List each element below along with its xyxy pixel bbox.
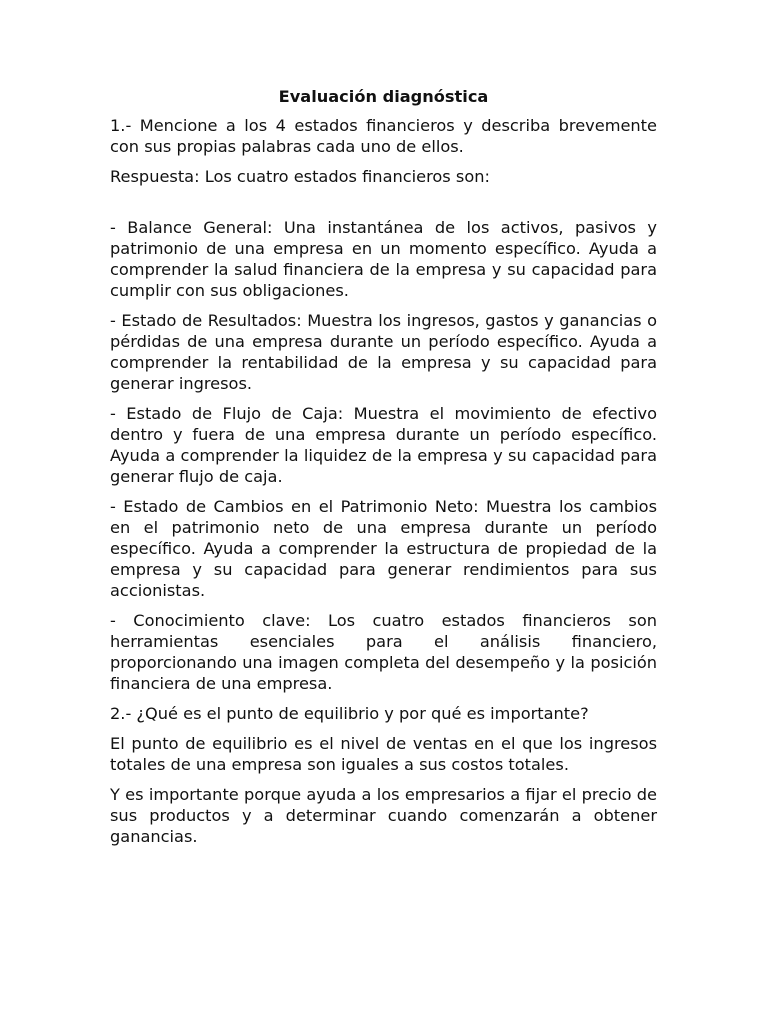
flujo-caja-paragraph: - Estado de Flujo de Caja: Muestra el movimiento de efectivo dentro y fuera de una empresa durante un período específico. Ayuda a comprender la liquidez de la empresa y su capacidad para generar flujo de caja.	[110, 404, 657, 486]
cambios-patrimonio-paragraph: - Estado de Cambios en el Patrimonio Neto: Muestra los cambios en el patrimonio neto de una empresa durante un período específico. Ayuda a comprender la estructura de propiedad de la empresa y su capacidad para generar rendimientos para sus accionistas.	[110, 497, 657, 600]
punto-equilibrio-definition: El punto de equilibrio es el nivel de ventas en el que los ingresos totales de una empresa son iguales a sus costos totales.	[110, 734, 657, 774]
question-2: 2.- ¿Qué es el punto de equilibrio y por qué es importante?	[110, 704, 589, 723]
conocimiento-clave-paragraph: - Conocimiento clave: Los cuatro estados financieros son herramientas esenciales para el análisis financiero, proporcionando una imagen completa del desempeño y la posición financiera de una empresa.	[110, 611, 657, 693]
estado-resultados-paragraph: - Estado de Resultados: Muestra los ingresos, gastos y ganancias o pérdidas de una empresa durante un período específico. Ayuda a comprender la rentabilidad de la empresa y su capacidad para generar ingresos.	[110, 311, 657, 393]
punto-equilibrio-importance: Y es importante porque ayuda a los empresarios a fijar el precio de sus productos y a determinar cuando comenzarán a obtener ganancias.	[110, 785, 657, 846]
document-body	[110, 86, 657, 856]
question-1: 1.- Mencione a los 4 estados financieros y describa brevemente con sus propias palabras cada uno de ellos.	[110, 116, 657, 156]
document-title: Evaluación diagnóstica	[278, 87, 489, 106]
answer-intro: Respuesta: Los cuatro estados financieros son:	[110, 167, 490, 186]
balance-general-paragraph: - Balance General: Una instantánea de los activos, pasivos y patrimonio de una empresa en un momento específico. Ayuda a comprender la salud financiera de la empresa y su capacidad para cumplir con sus obligaciones.	[110, 218, 657, 300]
